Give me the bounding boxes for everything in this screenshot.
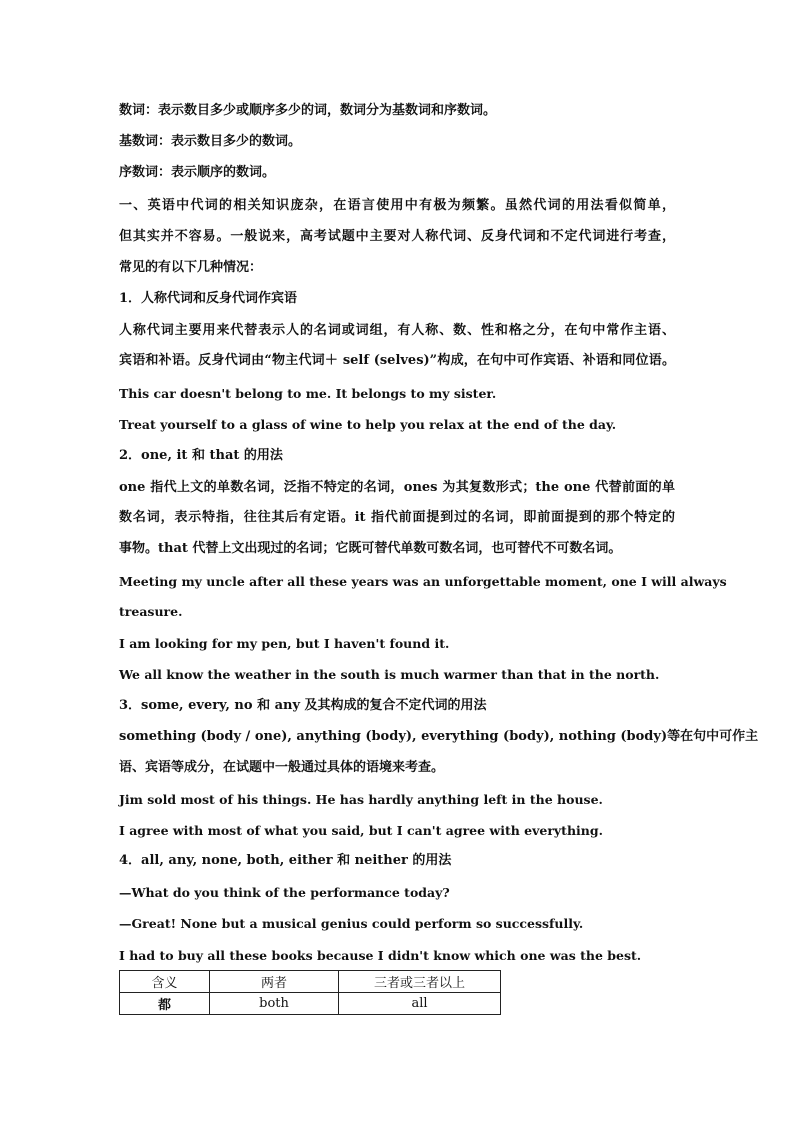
table-cell: all	[339, 993, 501, 1015]
example-sentence: treasure.	[119, 604, 183, 619]
text-line: 语、宾语等成分，在试题中一般通过具体的语境来考查。	[119, 760, 445, 775]
table-cell: both	[210, 993, 339, 1015]
example-sentence: —Great! None but a musical genius could perform so successfully.	[119, 916, 584, 931]
table-header-row	[120, 971, 501, 993]
section-heading: 4．all, any, none, both, either 和 neither 的用法	[119, 853, 452, 868]
example-sentence: Meeting my uncle after all these years was an unforgettable moment, one I will always	[119, 574, 727, 589]
section-heading: 2．one, it 和 that 的用法	[119, 448, 283, 463]
example-sentence: I am looking for my pen, but I haven't found it.	[119, 636, 450, 651]
text-line: 但其实并不容易。一般说来，高考试题中主要对人称代词、反身代词和不定代词进行考查，	[119, 229, 675, 244]
text-line: 宾语和补语。反身代词由“物主代词＋ self (selves)”构成，在句中可作宾语、补语和同位语。	[119, 353, 675, 368]
text-line: 数名词，表示特指，往往其后有定语。it 指代前面提到过的名词，即前面提到的那个特定的	[119, 510, 675, 525]
table-cell: 都	[120, 993, 210, 1015]
text-line: 基数词：表示数目多少的数词。	[119, 134, 302, 149]
text-line: 事物。that 代替上文出现过的名词；它既可替代单数可数名词，也可替代不可数名词。	[119, 541, 622, 556]
text-line: something (body / one), anything (body), everything (body), nothing (body)等在句中可作主	[119, 729, 759, 744]
text-line: 人称代词主要用来代替表示人的名词或词组，有人称、数、性和格之分，在句中常作主语、	[119, 323, 675, 338]
text-line: 序数词：表示顺序的数词。	[119, 165, 276, 180]
table-row	[120, 993, 501, 1015]
example-sentence: Treat yourself to a glass of wine to help you relax at the end of the day.	[119, 417, 617, 432]
example-sentence: Jim sold most of his things. He has hardly anything left in the house.	[119, 792, 603, 807]
section-heading: 1．人称代词和反身代词作宾语	[119, 291, 298, 306]
example-sentence: I agree with most of what you said, but I can't agree with everything.	[119, 823, 603, 838]
table-header-cell: 含义	[120, 971, 210, 993]
example-sentence: I had to buy all these books because I didn't know which one was the best.	[119, 948, 642, 963]
text-line: 一、英语中代词的相关知识庞杂，在语言使用中有极为频繁。虽然代词的用法看似简单，	[119, 198, 675, 213]
meaning-table	[119, 970, 501, 1015]
example-sentence: This car doesn't belong to me. It belongs to my sister.	[119, 386, 497, 401]
text-line: one 指代上文的单数名词，泛指不特定的名词，ones 为其复数形式；the one 代替前面的单	[119, 480, 675, 495]
table-header-cell: 两者	[210, 971, 339, 993]
text-line: 数词：表示数目多少或顺序多少的词，数词分为基数词和序数词。	[119, 103, 497, 118]
section-heading: 3．some, every, no 和 any 及其构成的复合不定代词的用法	[119, 698, 487, 713]
example-sentence: —What do you think of the performance today?	[119, 885, 450, 900]
table-header-cell: 三者或三者以上	[339, 971, 501, 993]
text-line: 常见的有以下几种情况：	[119, 260, 263, 275]
example-sentence: We all know the weather in the south is much warmer than that in the north.	[119, 667, 660, 682]
